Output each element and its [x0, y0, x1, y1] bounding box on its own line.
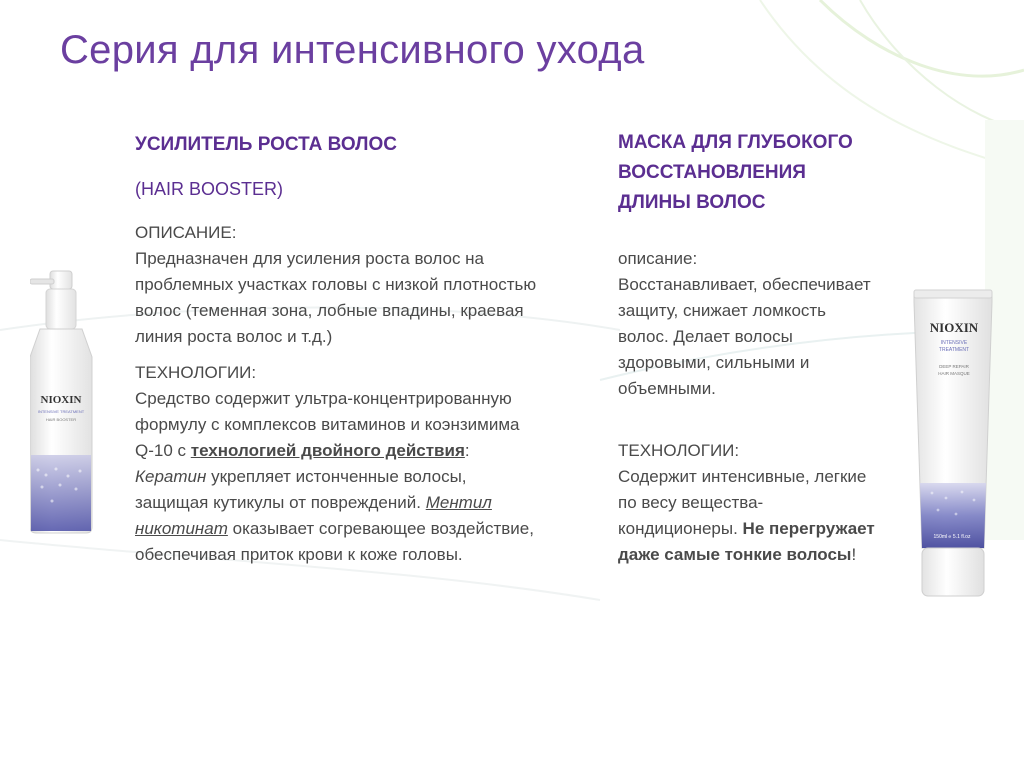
hair-booster-subtitle: (HAIR BOOSTER)	[135, 179, 284, 199]
hair-masque-heading: МАСКА ДЛЯ ГЛУБОКОГО ВОССТАНОВЛЕНИЯ ДЛИНЫ ВОЛОС	[618, 132, 853, 213]
hair-masque-tube-image	[912, 288, 996, 598]
slide-title: Серия для интенсивного ухода	[60, 28, 645, 72]
hair-booster-section	[135, 130, 540, 578]
hair-booster-technologies	[135, 360, 540, 568]
technologies-text-part2: укрепляет истонченные волосы, защищая кутикулы от повреждений.	[135, 467, 467, 512]
bottle-name: HAIR BOOSTER	[45, 417, 77, 422]
description-label: ОПИСАНИЕ:	[135, 223, 237, 242]
menthyl-nicotinate-term: Ментил никотинат	[135, 493, 492, 538]
masque-technologies-end: !	[851, 545, 857, 564]
keratin-term: Кератин	[135, 467, 207, 486]
description-text: Предназначен для усиления роста волос на проблемных участках головы с низкой плотностью волос (теменная зона, лобные впадины, краевая линия роста волос и т.д.)	[135, 249, 537, 346]
hair-booster-description	[135, 220, 540, 350]
masque-technologies-label: ТЕХНОЛОГИИ:	[618, 441, 740, 460]
bottle-brand: NIOXIN	[40, 394, 82, 406]
masque-description-colon: :	[692, 249, 698, 268]
masque-technologies-text: Содержит интенсивные, легкие по весу вещества-кондиционеры.	[618, 467, 867, 538]
tube-name2: HAIR MASQUE	[938, 371, 970, 376]
masque-description-label-text: описание	[618, 249, 693, 268]
hair-booster-bottle-image	[30, 265, 110, 535]
masque-description-label	[618, 246, 878, 272]
technologies-text-part1: Средство содержит ультра-концентрированную формулу с комплексов витаминов и коэнзимима Q-10 с	[135, 389, 520, 460]
hair-masque-section	[618, 128, 878, 578]
hair-masque-technologies	[618, 438, 878, 568]
technologies-label: ТЕХНОЛОГИИ:	[135, 363, 257, 382]
tube-line1: INTENSIVE	[940, 340, 968, 346]
dual-action-technology: технологией двойного действия	[190, 441, 465, 460]
hair-masque-description	[618, 246, 878, 402]
tube-line2: TREATMENT	[938, 347, 970, 353]
tube-name1: DEEP REPAIR	[939, 364, 969, 369]
tube-volume: 150ml ℮ 5.1 fl.oz	[933, 534, 971, 540]
masque-description-text: Восстанавливает, обеспечивает защиту, снижает ломкость волос. Делает волосы здоровыми, сильными и объемными.	[618, 275, 871, 398]
hair-booster-heading: УСИЛИТЕЛЬ РОСТА ВОЛОС	[135, 134, 397, 155]
technologies-text-part3: оказывает согревающее воздействие, обеспечивая приток крови к коже головы.	[135, 519, 534, 564]
technologies-colon: :	[464, 441, 470, 460]
tube-brand: NIOXIN	[929, 320, 979, 335]
masque-no-weigh-down-claim: Не перегружает даже самые тонкие волосы	[618, 519, 875, 564]
bottle-line: INTENSIVE TREATMENT	[37, 409, 85, 414]
